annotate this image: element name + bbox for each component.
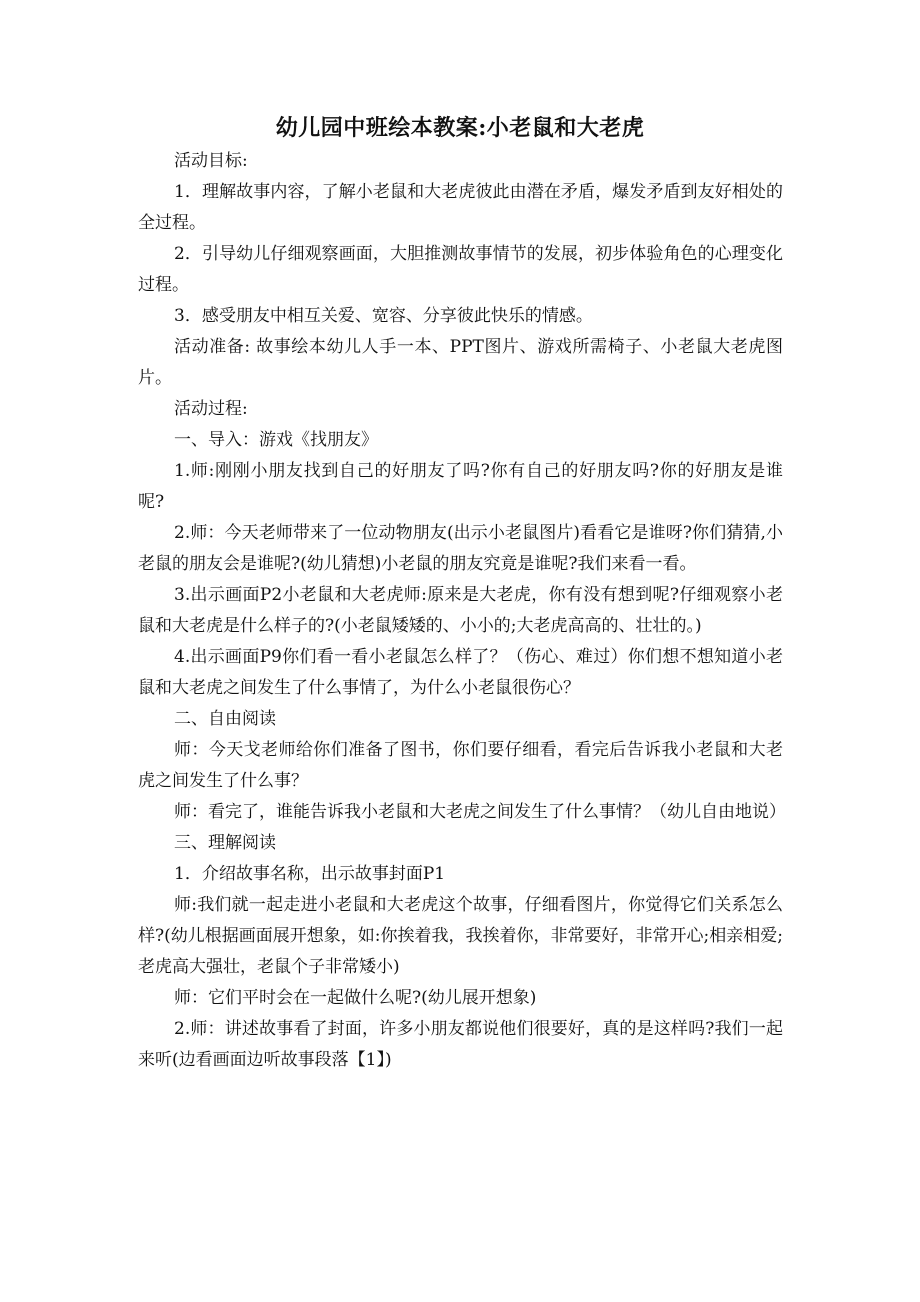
page-title: 幼儿园中班绘本教案:小老鼠和大老虎 (275, 115, 645, 141)
section-heading-goals: 活动目标: (174, 151, 248, 171)
paragraph: 3．感受朋友中相互关爱、宽容、分享彼此快乐的情感。 (174, 306, 593, 326)
paragraph: 1．理解故事内容，了解小老鼠和大老虎彼此由潜在矛盾，爆发矛盾到友好相处的全过程。 (138, 182, 783, 233)
paragraph: 4.出示画面P9你们看一看小老鼠怎么样了？（伤心、难过）你们想不想知道小老鼠和大老虎之间发生了什么事情了，为什么小老鼠很伤心？ (138, 647, 783, 698)
paragraph-preparation: 活动准备: 故事绘本幼儿人手一本、PPT图片、游戏所需椅子、小老鼠大老虎图片。 (138, 337, 783, 388)
document-body (138, 146, 786, 1076)
paragraph: 师：看完了，谁能告诉我小老鼠和大老虎之间发生了什么事情？（幼儿自由地说） (174, 802, 786, 822)
paragraph: 2．引导幼儿仔细观察画面，大胆推测故事情节的发展，初步体验角色的心理变化过程。 (138, 244, 783, 295)
subsection-heading: 二、自由阅读 (174, 709, 276, 729)
paragraph: 3.出示画面P2小老鼠和大老虎师:原来是大老虎，你有没有想到呢?仔细观察小老鼠和大老虎是什么样子的?(小老鼠矮矮的、小小的;大老虎高高的、壮壮的。) (138, 585, 783, 636)
paragraph: 1.师:刚刚小朋友找到自己的好朋友了吗?你有自己的好朋友吗?你的好朋友是谁呢? (138, 461, 783, 512)
subsection-heading: 三、理解阅读 (174, 833, 276, 853)
paragraph: 2.师：今天老师带来了一位动物朋友(出示小老鼠图片)看看它是谁呀?你们猜猜,小老鼠的朋友会是谁呢?(幼儿猜想)小老鼠的朋友究竟是谁呢?我们来看一看。 (138, 523, 783, 574)
paragraph: 师：它们平时会在一起做什么呢?(幼儿展开想象) (174, 988, 537, 1008)
paragraph: 师：今天戈老师给你们准备了图书，你们要仔细看，看完后告诉我小老鼠和大老虎之间发生了什么事？ (138, 740, 783, 791)
section-heading-process: 活动过程: (174, 399, 248, 419)
paragraph: 2.师：讲述故事看了封面，许多小朋友都说他们很要好，真的是这样吗?我们一起来听(边看画面边听故事段落【1】) (138, 1019, 783, 1070)
paragraph: 师:我们就一起走进小老鼠和大老虎这个故事，仔细看图片，你觉得它们关系怎么样?(幼儿根据画面展开想象，如:你挨着我，我挨着你，非常要好，非常开心;相亲相爱;老虎高大强壮，老鼠个子非常矮小) (138, 895, 783, 977)
paragraph: 1．介绍故事名称，出示故事封面P1 (174, 864, 446, 884)
subsection-heading: 一、导入：游戏《找朋友》 (174, 430, 378, 450)
